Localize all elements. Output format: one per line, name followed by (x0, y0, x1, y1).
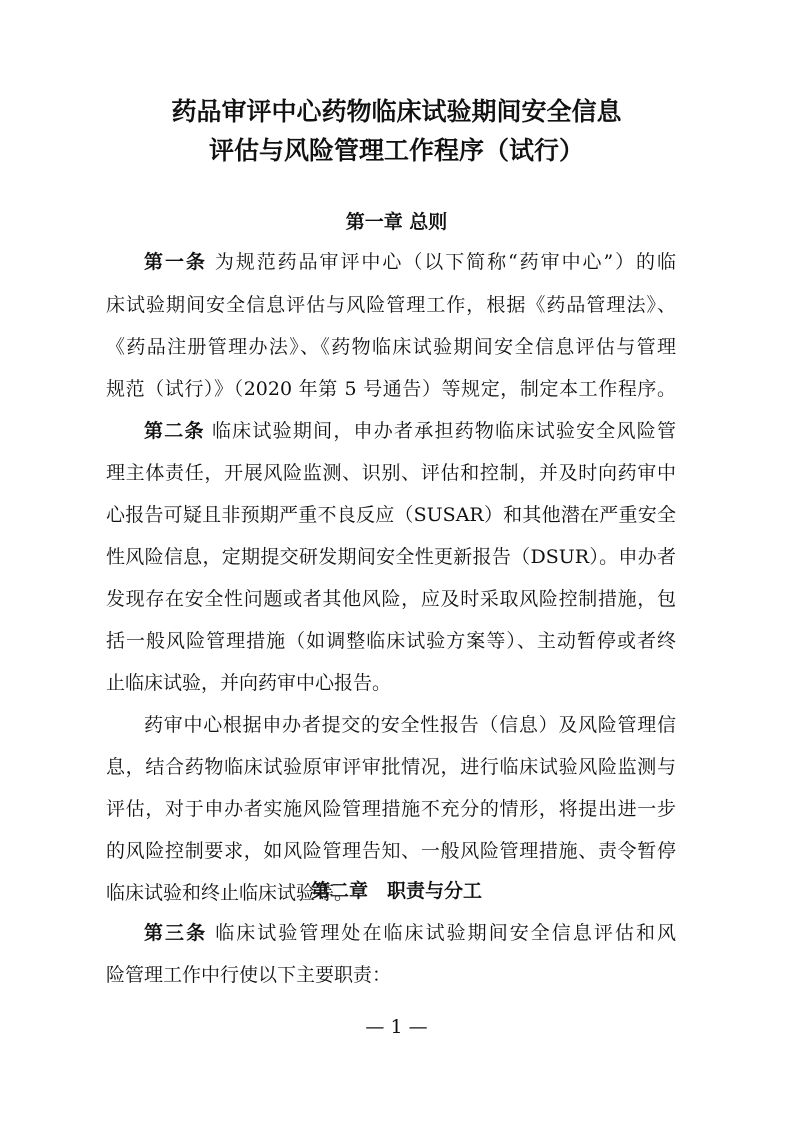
article-2-text: 临床试验期间，申办者承担药物临床试验安全风险管 (204, 420, 676, 442)
article-2-label: 第二条 (144, 420, 205, 442)
article-2-line-1 (144, 419, 676, 443)
article-1-label: 第一条 (144, 251, 207, 273)
article-2-line-3: 心报告可疑且非预期严重不良反应（SUSAR）和其他潜在严重安全 (106, 504, 676, 526)
chapter-1-heading: 第一章 总则 (345, 211, 448, 233)
article-2-line-5: 发现存在安全性问题或者其他风险，应及时采取风险控制措施，包 (106, 588, 676, 610)
document-title-line-1: 药品审评中心药物临床试验期间安全信息 (171, 97, 622, 126)
article-1-line-3: 《药品注册管理办法》、《药物临床试验期间安全信息评估与管理 (106, 336, 676, 358)
article-2-line-2: 理主体责任，开展风险监测、识别、评估和控制，并及时向药审中 (106, 462, 676, 484)
article-2-line-6: 括一般风险管理措施（如调整临床试验方案等）、主动暂停或者终 (106, 630, 676, 652)
paragraph-3-line-1: 药审中心根据申办者提交的安全性报告（信息）及风险管理信 (144, 714, 676, 736)
article-2-line-4: 性风险信息，定期提交研发期间安全性更新报告（DSUR）。申办者 (106, 546, 676, 568)
article-1-text: 为规范药品审评中心（以下简称“药审中心”）的临 (206, 251, 676, 273)
article-3-text: 临床试验管理处在临床试验期间安全信息评估和风 (207, 922, 676, 944)
paragraph-3-line-3: 评估，对于申办者实施风险管理措施不充分的情形，将提出进一步 (106, 798, 676, 820)
article-3-line-2: 险管理工作中行使以下主要职责： (106, 964, 392, 986)
article-1-line-1 (144, 250, 676, 274)
article-2-line-7: 止临床试验，并向药审中心报告。 (106, 672, 392, 694)
paragraph-3-line-5: 临床试验和终止临床试验等。 (106, 882, 354, 904)
article-3-label: 第三条 (144, 922, 208, 944)
paragraph-3-line-4: 的风险控制要求，如风险管理告知、一般风险管理措施、责令暂停 (106, 840, 676, 862)
chapter-2-heading: 第二章 职责与分工 (310, 880, 482, 902)
article-3-line-1 (144, 921, 676, 945)
page-number: — 1 — (365, 1016, 428, 1038)
article-1-line-4: 规范（试行）》（2020 年第 5 号通告）等规定，制定本工作程序。 (106, 378, 676, 400)
paragraph-3-line-2: 息，结合药物临床试验原审评审批情况，进行临床试验风险监测与 (106, 756, 676, 778)
document-title-line-2: 评估与风险管理工作程序（试行） (208, 136, 584, 165)
article-1-line-2: 床试验期间安全信息评估与风险管理工作，根据《药品管理法》、 (106, 294, 676, 316)
